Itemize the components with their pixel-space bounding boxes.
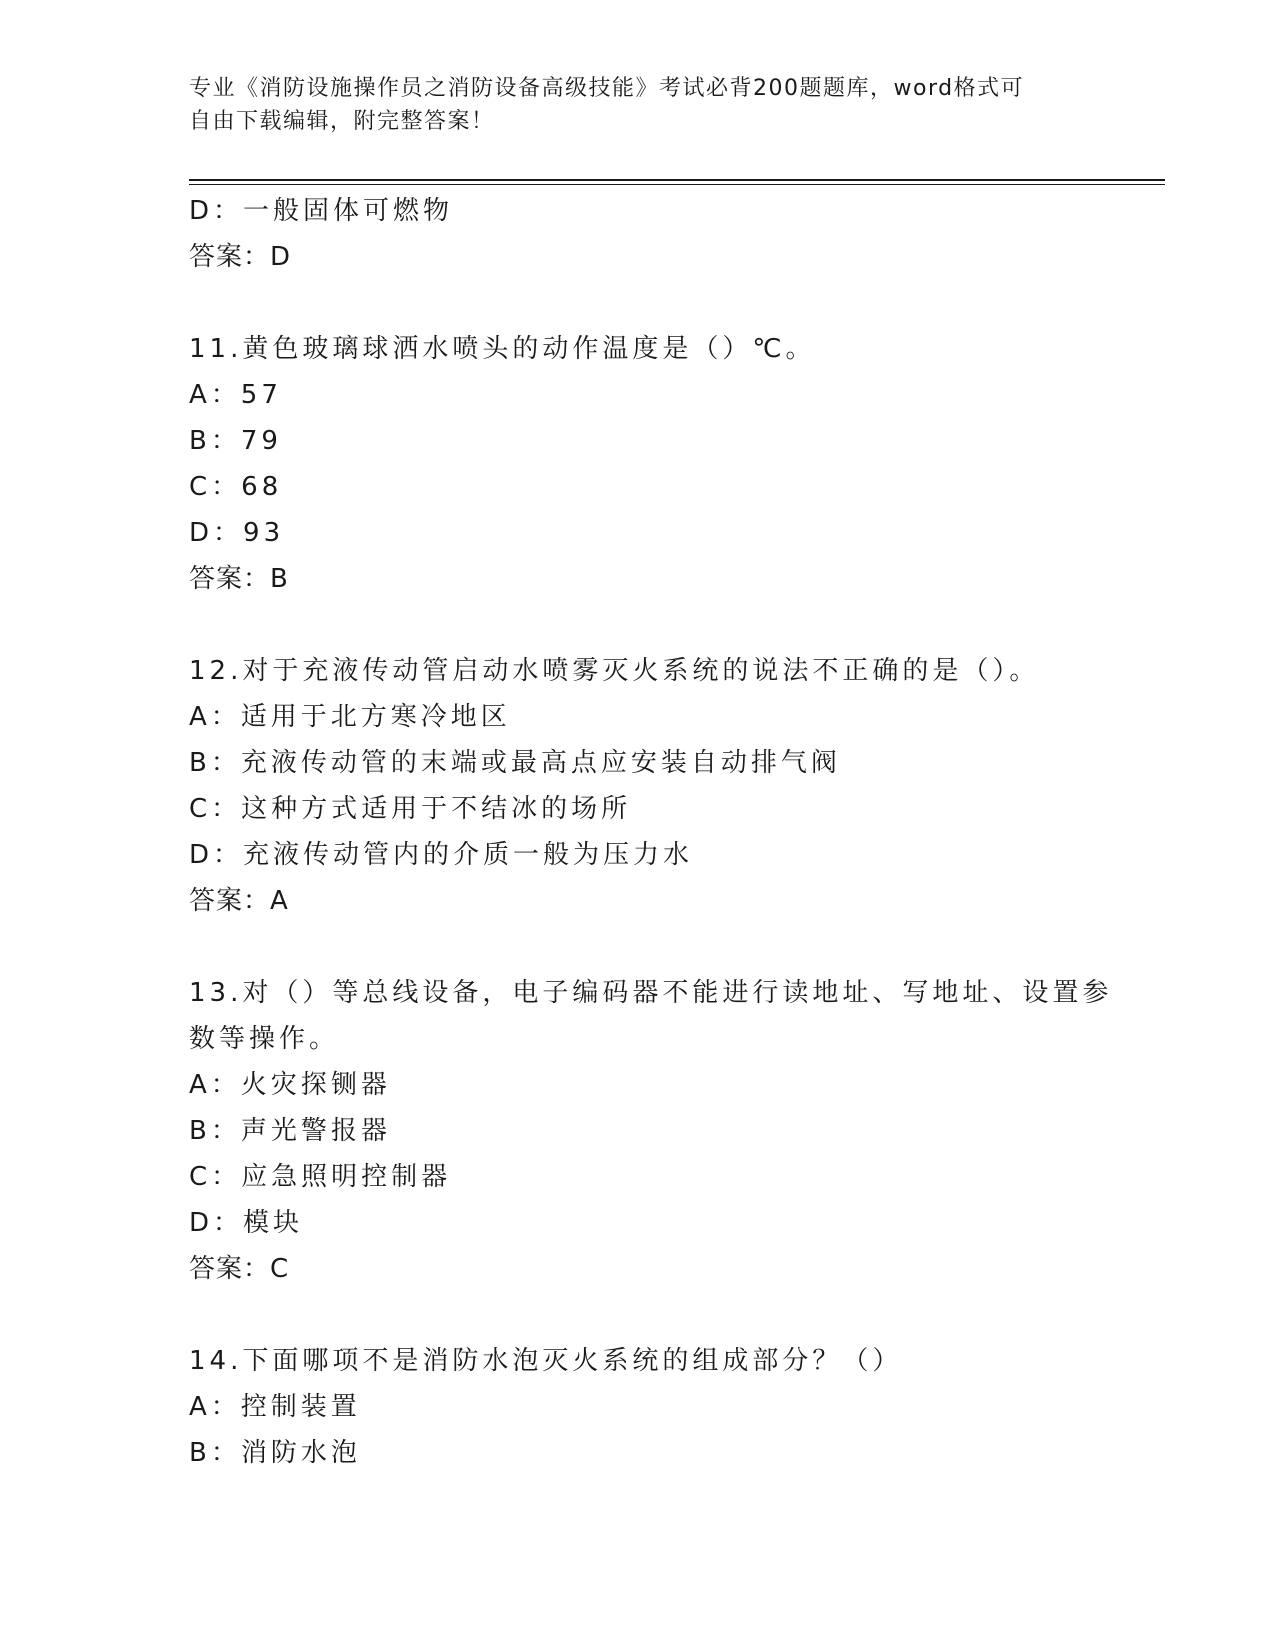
question-stem: 12.对于充液传动管启动水喷雾灭火系统的说法不正确的是（）。	[189, 656, 1040, 686]
answer-line: 答案：B	[189, 564, 289, 594]
answer-line: 答案：D	[189, 242, 292, 272]
option-a: A：适用于北方寒冷地区	[189, 702, 511, 732]
header-divider-thick	[189, 179, 1165, 181]
option-c: C：这种方式适用于不结冰的场所	[189, 794, 632, 824]
spacer	[189, 924, 1089, 970]
answer-line: 答案：C	[189, 1254, 290, 1284]
option-d: D：一般固体可燃物	[189, 196, 454, 226]
option-d: D：充液传动管内的介质一般为压力水	[189, 840, 694, 870]
previous-question-fragment	[189, 188, 1089, 280]
question-14	[189, 1338, 1089, 1476]
question-stem: 11.黄色玻璃球洒水喷头的动作温度是（）℃。	[189, 334, 816, 364]
spacer	[189, 602, 1089, 648]
option-c: C：68	[189, 472, 283, 502]
question-13	[189, 970, 1113, 1292]
option-b: B：充液传动管的末端或最高点应安装自动排气阀	[189, 748, 841, 778]
question-11	[189, 326, 1089, 602]
header-line-2: 自由下载编辑，附完整答案！	[189, 109, 495, 134]
question-stem-line-1: 13.对（）等总线设备，电子编码器不能进行读地址、写地址、设置参	[189, 978, 1113, 1008]
header-line-1: 专业《消防设施操作员之消防设备高级技能》考试必背200题题库，word格式可	[189, 76, 1025, 101]
option-d: D：模块	[189, 1208, 304, 1238]
option-b: B：79	[189, 426, 282, 456]
option-a: A：火灾探铡器	[189, 1070, 391, 1100]
document-header	[189, 72, 1089, 138]
option-c: C：应急照明控制器	[189, 1162, 452, 1192]
option-a: A：57	[189, 380, 282, 410]
question-stem-line-2: 数等操作。	[189, 1024, 340, 1054]
spacer	[189, 280, 1089, 326]
option-d: D：93	[189, 518, 285, 548]
question-stem: 14.下面哪项不是消防水泡灭火系统的组成部分？（）	[189, 1346, 903, 1376]
header-divider-thin	[189, 184, 1165, 185]
question-12	[189, 648, 1089, 924]
answer-line: 答案：A	[189, 886, 289, 916]
spacer	[189, 1292, 1089, 1338]
option-a: A：控制装置	[189, 1392, 361, 1422]
question-list	[189, 188, 1113, 1476]
option-b: B：声光警报器	[189, 1116, 391, 1146]
option-b: B：消防水泡	[189, 1438, 361, 1468]
